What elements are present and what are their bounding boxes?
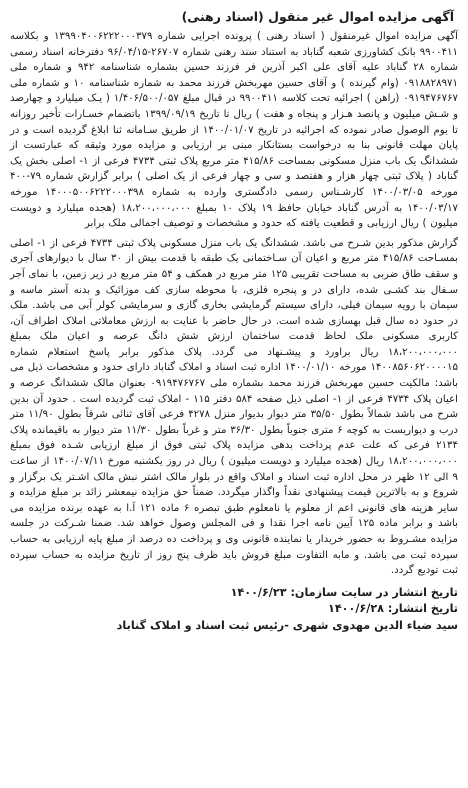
notice-paragraph-2: گزارش مذکور بدین شـرح می باشد. ششدانگ یک باب منزل مسکونی پلاک ثبتی ۴۷۳۴ فرعی از ۱- اصلی بمسـاحت ۴۱۵/۸۶ متر مربع و اعیان آن سـاختمانی یک طبقه با قدمت بیش از ۳۰ سال با دیوارهای آجری و سقف طاق ضربی به مساحت تقریبی ۱۲۵ متر مربع در همکف و ۵۴ متر مربع در زیر زمین، با نمای آجر سـفال بند کشـی شده، دارای در و پنجره فلزی، با محوطه سازی کف موزائیک و بدنه آستر ماسه و سیمان با رویه سیمان فیلی، دارای سیستم گرمایشی بخاری گازی و سرمایشی کولر آبی می باشد. ملک در حدود ده سال قبل بهسازی شده است. در حال حاضر با عنایت به ارزش معاملاتی املاک اطراف آن، کاربری مسکونی ملک لحاظ قدمت ساختمان ارزش شش دانگ عرصه و اعیان ملک بمبلغ ۱۸،۲۰۰،۰۰۰،۰۰۰ ریال براورد و پیشـنهاد می گردد. پلاک مذکور برابر پاسخ استعلام شماره ۱۴۰۰۸۵۶۰۶۲۰۰۰۰۱۵ مورخه ۱۴۰۰/۰۱/۱۰ اداره ثبت اسناد و املاک گناباد دارای حدود و مشخصات ذیل می باشد: مالکیت حسین مهربخش فرزند محمد بشماره ملی ۰۹۱۹۴۷۶۷۶۷ بعنوان مالک ششدانگ عرصه و اعیان پلاک ۴۷۳۴ فرعی از ۱- اصلی ذیل صفحه ۵۸۴ دفتر ۱۱۵ - املاک ثبت گردیده است . حدود آن بدین شرح می باشد شمالاً بطول ۳۵/۵۰ متر دیوار بدیوار منزل ۴۲۷۸ فرعی آقای ثنائی شرقاً بطول ۱۱/۹۰ متر درب و دیواریست به کوچه ۶ متری جنوباً بطول ۳۶/۳۰ متر و غرباً بطول ۱۱/۳۰ متر دیوار به باقیمانده پلاک ۲۱۳۴ فرعی که علت عدم پرداخت بدهی مزایده پلاک ثبتی فوق از مبلغ ارزیابی شـده فوق بمبلغ ۱۸،۲۰۰،۰۰۰،۰۰۰ ریال (هجده میلیارد و دویست میلیون ) ریال در روز یکشنبه مورخ ۱۴۰۰/۰۷/۱۱ از ساعت ۹ الی ۱۲ ظهر در محل اداره ثبت اسناد و املاک واقع در بلوار مالک اشتر نبش مالک اشـتر یک برگزار و شروع و به بالاترین قیمت پیشنهادی نقداً واگذار میگردد. ضمناً حق مزایده نیمعشر زائد بر مبلغ مزایده و سایر هزینه های قانونی اعم از معلوم یا نامعلوم طبق تبصره ۶ ماده ۱۲۱ آ.ا به عهده برنده مزایده می باشد و برابر ماده ۱۲۵ آیین نامه اجرا نقدا و فی المجلس وصول خواهد شد. ضمنا شـرکت در جلسه مزایده مشـروط به حضور خریدار یا نماینده قانونی وی و پرداخت ده درصد از مبلغ پایه ارزیابی به حساب سپرده ثبت می باشد. و مابه التفاوت مبلغ فروش باید ظرف پنج روز از تاریخ مزایده به حساب سپرده ثبت تودیع گردد.: [10, 237, 459, 577]
notice-footer: [10, 585, 458, 635]
notice-paragraph-1: آگهی مزایده اموال غیرمنقول ( اسناد رهنی ) پرونده اجرایی شماره ۱۳۹۹۰۴۰۰۶۲۲۲۰۰۰۳۷۹ و بکلاسه ۹۹۰۰۴۱۱ بانک کشاورزی شعبه گناباد به استناد سند رهنی شماره ۲۶۷۰۷-۹۶/۰۴/۱۵ دفترخانه اسناد رسمی شماره ۲۸ گناباد علیه آقای علی اکبر آذرین فر فرزند حسین بشماره شناسنامه ۹۴۲ و شماره ملی ۰۹۱۸۸۲۸۹۷۱ (وام گیرنده ) و آقای حسین مهربخش فرزند محمد به شماره شناسنامه ۱۰ و شماره ملی ۰۹۱۹۴۷۶۷۶۷ (راهن ) اجرائیه تحت کلاسه ۹۹۰۰۴۱۱ در قبال مبلغ ۱/۴۰۶/۵۰۰/۰۵۷ ( یـک میلیارد و چهارصد و شـش میلیون و پانصد هـزار و پنجاه و هفت ) ریال تا تاریخ ۱۳۹۹/۰۹/۱۹ باتضمام خسـارات تأخیر روزانه تا یوم الوصول صادر نموده که اجرائیه در تاریخ ۱۴۰۰/۰۱/۰۷ از طریق سـامانه ثنا ابلاغ گردیده است و در پایان مهلت قانونی بنا به درخواست بستانکار مبنی بر ارزیابی و مزایده مورد وثیقه که عبارتست از ششدانگ یک باب منزل مسکونی بمساحت ۴۱۵/۸۶ متر مربع پلاک ثبتی ۴۷۳۴ فرعی از ۱- اصلی بخش یک گناباد ( پلاک ثبتی چهار هزار و هفتصد و سی و چهار فرعی از یک اصلی ) برابر گزارش شماره ۷۹-۴۰۰ مورخه ۱۴۰۰/۰۳/۰۵ کارشـناس رسمی دادگستری وارده به شماره ۱۴۰۰۰۵۰۰۶۲۲۲۰۰۰۳۹۸ مورخه ۱۴۰۰/۰۳/۱۷ به آدرس گناباد خیابان حافظ ۱۹ پلاک ۱۰ بمبلغ ۱۸،۲۰۰،۰۰۰،۰۰۰ (هجده میلیارد و دویست میلیون ) ریال ارزیابی و قطعیت یافته که حدود و مشخصات و توصیف اجمالی ملک برابر: [10, 31, 459, 230]
publication-date-site: تاریخ انتشار در سایت سازمان: ۱۴۰۰/۶/۲۳: [230, 585, 458, 599]
signatory: سید ضیاء الدین مهدوی شهری -رئیس ثبت اسناد و املاک گناباد: [116, 618, 458, 632]
notice-title: آگهی مزایده اموال غیر منقول (اسناد رهنی): [181, 9, 454, 24]
publication-date: تاریخ انتشار: ۱۴۰۰/۶/۲۸: [328, 602, 458, 616]
